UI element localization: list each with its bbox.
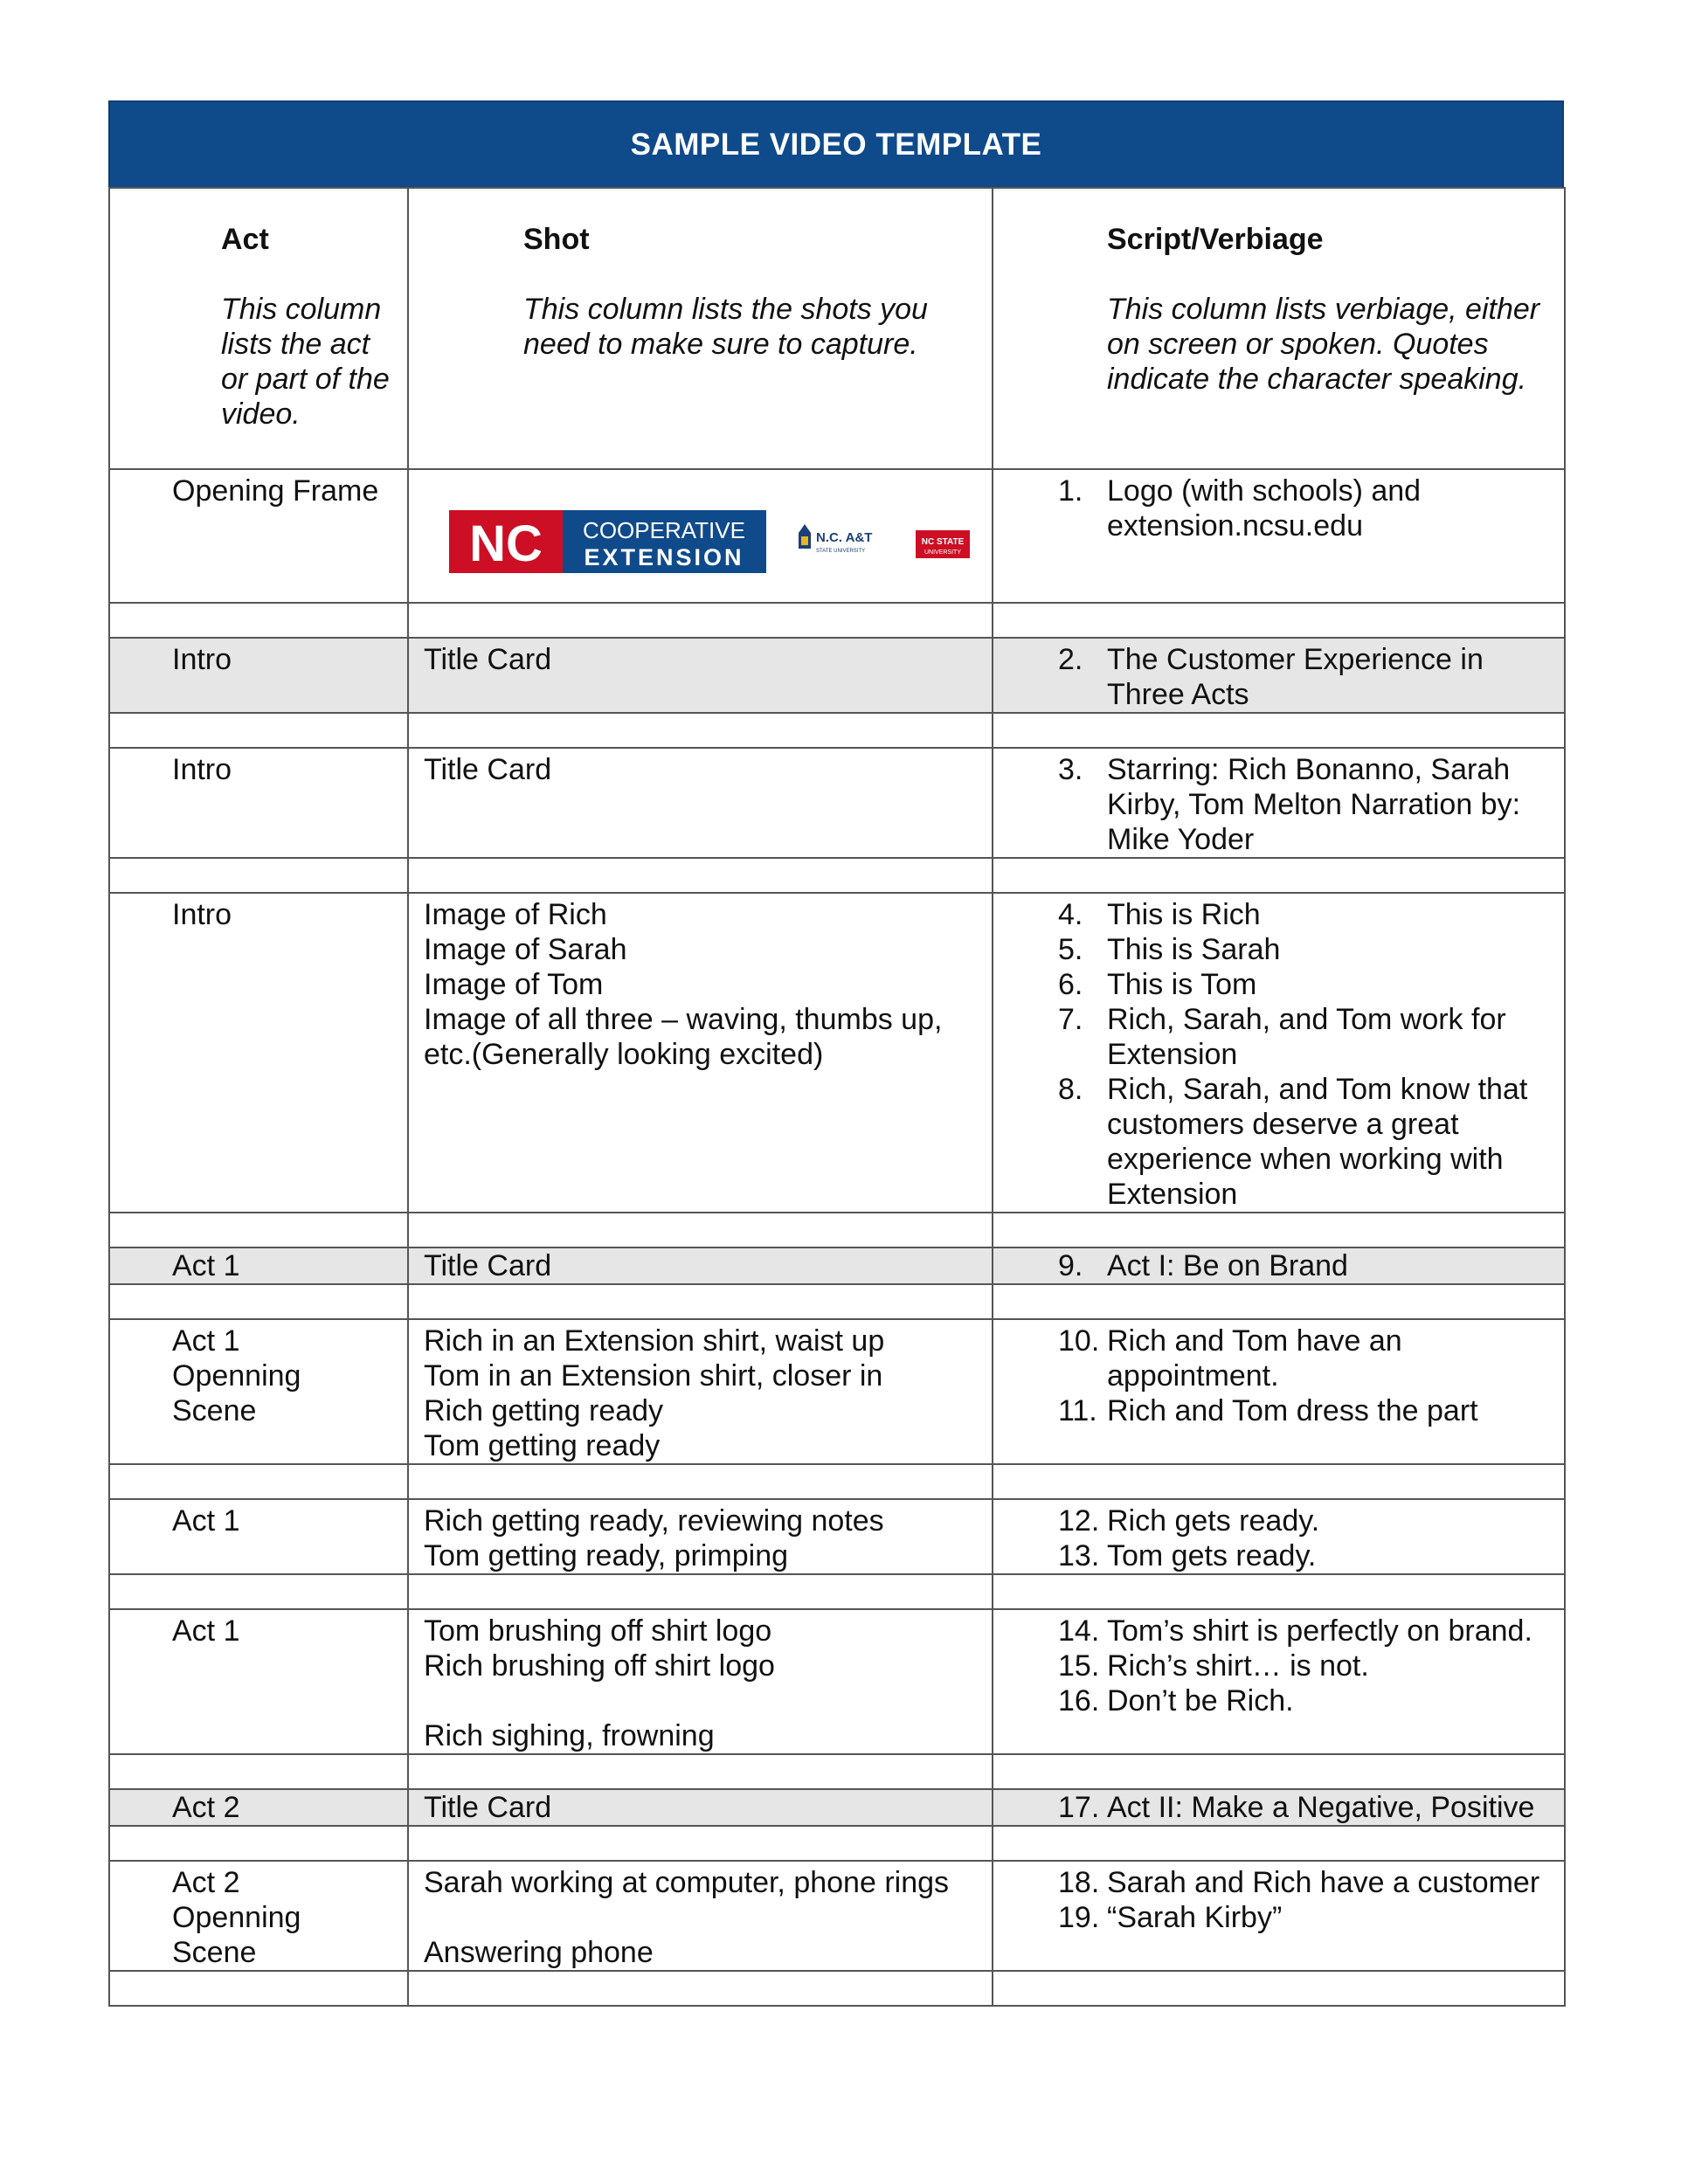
spacer-row	[109, 1754, 1565, 1789]
template-title: SAMPLE VIDEO TEMPLATE	[108, 100, 1564, 189]
script-column-description: This column lists verbiage, either on screen or spoken. Quotes indicate the character speaking.	[1107, 293, 1540, 396]
svg-text:N.C. A&T: N.C. A&T	[816, 530, 873, 545]
act-header-cell	[109, 188, 408, 469]
svg-text:UNIVERSITY: UNIVERSITY	[924, 549, 962, 556]
table-row	[109, 469, 1565, 603]
act-cell: Act 1 Openning Scene	[109, 1319, 408, 1464]
shot-cell: Title Card	[408, 748, 993, 858]
script-cell	[993, 469, 1565, 603]
script-item: 17. Act II: Make a Negative, Positive	[1058, 1791, 1535, 1824]
shot-cell: Title Card	[408, 1789, 993, 1826]
script-item: 12. Rich gets ready.	[1058, 1504, 1320, 1538]
script-cell	[993, 1319, 1565, 1464]
act-column-title: Act	[221, 223, 269, 256]
shot-line: Tom getting ready	[424, 1429, 661, 1462]
spacer-row	[109, 1464, 1565, 1499]
act-cell: Intro	[109, 748, 408, 858]
script-item: 15. Rich’s shirt… is not.	[1058, 1649, 1369, 1683]
act-cell: Act 1	[109, 1499, 408, 1574]
table-row	[109, 748, 1565, 858]
script-cell	[993, 748, 1565, 858]
script-item: 3. Starring: Rich Bonanno, Sarah Kirby, Tom Melton Narration by: Mike Yoder	[1058, 753, 1521, 856]
script-item: 16. Don’t be Rich.	[1058, 1684, 1294, 1717]
svg-text:EXTENSION: EXTENSION	[584, 544, 744, 570]
script-column-title: Script/Verbiage	[1107, 223, 1324, 256]
svg-text:COOPERATIVE: COOPERATIVE	[583, 517, 745, 543]
shot-column-title: Shot	[523, 223, 590, 256]
script-cell	[993, 1609, 1565, 1754]
table-row	[109, 1609, 1565, 1754]
header-row	[109, 188, 1565, 469]
script-item: 9. Act I: Be on Brand	[1058, 1249, 1348, 1282]
table-row	[109, 1861, 1565, 1971]
shot-cell	[408, 469, 993, 603]
act-cell: Intro	[109, 893, 408, 1213]
shot-line: Rich brushing off shirt logo	[424, 1649, 775, 1683]
video-template-table	[108, 187, 1566, 2007]
svg-text:NC STATE: NC STATE	[921, 537, 965, 547]
shot-line: Sarah working at computer, phone rings	[424, 1866, 950, 1899]
table-row	[109, 1499, 1565, 1574]
script-header-cell	[993, 188, 1565, 469]
shot-cell	[408, 1609, 993, 1754]
script-item: 2. The Customer Experience in Three Acts	[1058, 643, 1484, 711]
shot-line: Rich getting ready, reviewing notes	[424, 1504, 884, 1538]
shot-line: Answering phone	[424, 1936, 654, 1969]
table-row	[109, 893, 1565, 1213]
script-item: 10. Rich and Tom have an appointment.	[1058, 1324, 1402, 1393]
script-cell	[993, 1861, 1565, 1971]
shot-cell	[408, 893, 993, 1213]
script-item: 7. Rich, Sarah, and Tom work for Extension	[1058, 1003, 1506, 1071]
act-cell: Act 1	[109, 1609, 408, 1754]
table-row	[109, 1248, 1565, 1284]
logo-strip	[409, 470, 992, 592]
script-cell	[993, 638, 1565, 713]
spacer-row	[109, 713, 1565, 748]
act-cell: Opening Frame	[109, 469, 408, 603]
svg-text:NC: NC	[469, 515, 543, 572]
spacer-row	[109, 1574, 1565, 1609]
shot-cell	[408, 1319, 993, 1464]
shot-cell: Title Card	[408, 1248, 993, 1284]
script-item: 19. “Sarah Kirby”	[1058, 1901, 1283, 1934]
spacer-row	[109, 1284, 1565, 1319]
shot-line: Tom in an Extension shirt, closer in	[424, 1359, 883, 1393]
spacer-row	[109, 1971, 1565, 2006]
shot-cell	[408, 1499, 993, 1574]
script-cell	[993, 893, 1565, 1213]
script-cell	[993, 1248, 1565, 1284]
spacer-row	[109, 603, 1565, 638]
script-item: 14. Tom’s shirt is perfectly on brand.	[1058, 1614, 1532, 1648]
shot-column-description: This column lists the shots you need to make sure to capture.	[523, 293, 928, 361]
shot-cell	[408, 1861, 993, 1971]
shot-line: Rich sighing, frowning	[424, 1719, 715, 1752]
act-cell: Act 2 Openning Scene	[109, 1861, 408, 1971]
act-cell: Act 2	[109, 1789, 408, 1826]
script-item: 8. Rich, Sarah, and Tom know that customers deserve a great experience when working with Extension	[1058, 1073, 1528, 1211]
script-item: 4. This is Rich	[1058, 898, 1261, 931]
spacer-row	[109, 1213, 1565, 1248]
spacer-row	[109, 858, 1565, 893]
script-item: 1. Logo (with schools) and extension.ncsu.edu	[1058, 474, 1422, 543]
script-item: 6. This is Tom	[1058, 968, 1257, 1001]
shot-header-cell	[408, 188, 993, 469]
script-cell	[993, 1499, 1565, 1574]
script-cell	[993, 1789, 1565, 1826]
table-row	[109, 1319, 1565, 1464]
shot-cell: Title Card	[408, 638, 993, 713]
spacer-row	[109, 1826, 1565, 1861]
act-column-description: This column lists the act or part of the video.	[221, 293, 390, 431]
script-item: 5. This is Sarah	[1058, 933, 1281, 966]
act-cell: Intro	[109, 638, 408, 713]
script-item: 11. Rich and Tom dress the part	[1058, 1394, 1478, 1427]
act-cell: Act 1	[109, 1248, 408, 1284]
shot-line: Image of Rich	[424, 898, 607, 931]
script-item: 13. Tom gets ready.	[1058, 1539, 1317, 1572]
shot-line: Image of all three – waving, thumbs up, etc.(Generally looking excited)	[424, 1003, 943, 1071]
nc-cooperative-extension-logo	[409, 470, 993, 592]
script-item: 18. Sarah and Rich have a customer	[1058, 1866, 1540, 1899]
shot-line: Rich getting ready	[424, 1394, 664, 1427]
table-row	[109, 1789, 1565, 1826]
shot-line: Image of Sarah	[424, 933, 627, 966]
shot-line: Rich in an Extension shirt, waist up	[424, 1324, 885, 1358]
shot-line: Tom getting ready, primping	[424, 1539, 789, 1572]
svg-text:STATE UNIVERSITY: STATE UNIVERSITY	[816, 549, 866, 554]
shot-line: Image of Tom	[424, 968, 604, 1001]
table-row	[109, 638, 1565, 713]
shot-line: Tom brushing off shirt logo	[424, 1614, 772, 1648]
